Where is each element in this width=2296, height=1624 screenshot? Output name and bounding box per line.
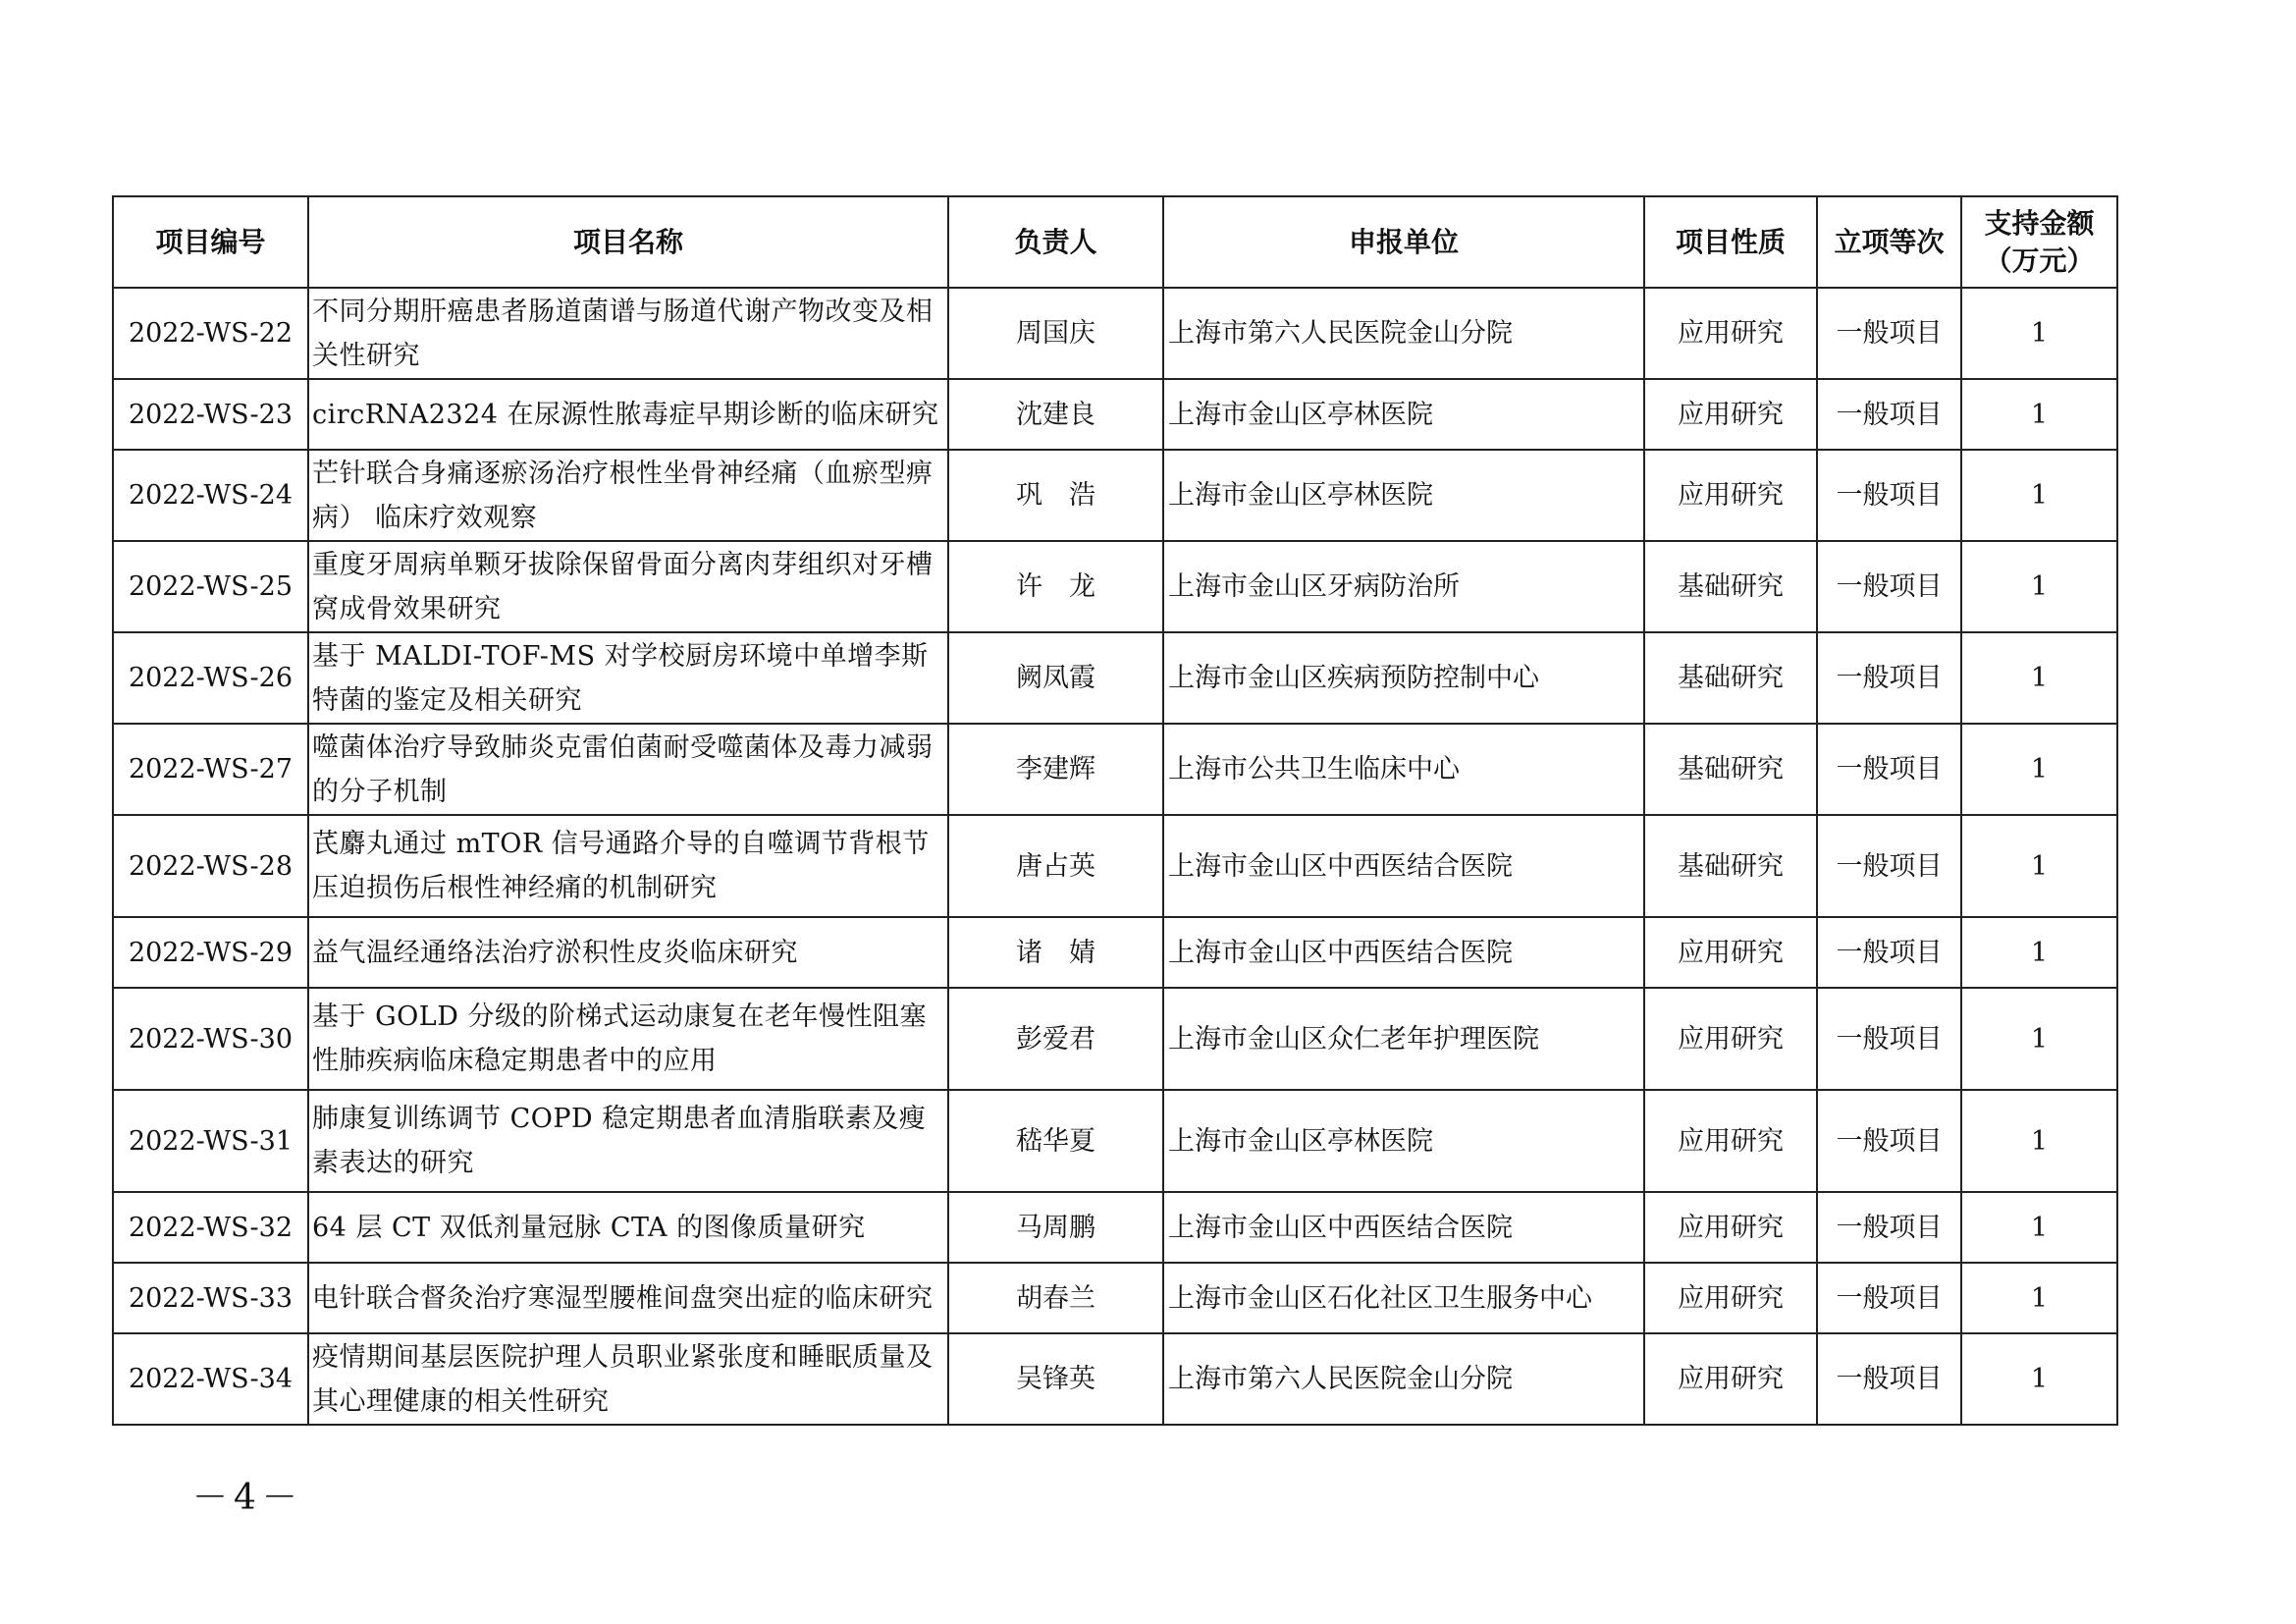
cell-amount: 1 [1961, 917, 2117, 988]
cell-grade: 一般项目 [1817, 724, 1961, 815]
cell-amount: 1 [1961, 724, 2117, 815]
table-row [113, 1333, 2117, 1425]
cell-leader: 许 龙 [948, 541, 1163, 632]
table-header-row [113, 196, 2117, 288]
cell-amount: 1 [1961, 1090, 2117, 1192]
table-row [113, 450, 2117, 541]
cell-leader: 沈建良 [948, 379, 1163, 450]
cell-amount: 1 [1961, 379, 2117, 450]
header-grade: 立项等次 [1817, 196, 1961, 288]
cell-unit: 上海市金山区牙病防治所 [1163, 541, 1644, 632]
cell-leader: 吴锋英 [948, 1333, 1163, 1425]
cell-type: 应用研究 [1644, 1333, 1817, 1425]
cell-project-id: 2022-WS-25 [113, 541, 308, 632]
cell-amount: 1 [1961, 1333, 2117, 1425]
cell-project-name: 益气温经通络法治疗淤积性皮炎临床研究 [308, 917, 948, 988]
cell-project-name: circRNA2324 在尿源性脓毒症早期诊断的临床研究 [308, 379, 948, 450]
cell-amount: 1 [1961, 1263, 2117, 1333]
cell-grade: 一般项目 [1817, 1192, 1961, 1263]
cell-project-name: 疫情期间基层医院护理人员职业紧张度和睡眠质量及其心理健康的相关性研究 [308, 1333, 948, 1425]
cell-grade: 一般项目 [1817, 450, 1961, 541]
cell-unit: 上海市第六人民医院金山分院 [1163, 288, 1644, 379]
cell-project-id: 2022-WS-26 [113, 632, 308, 724]
cell-project-id: 2022-WS-27 [113, 724, 308, 815]
cell-project-id: 2022-WS-32 [113, 1192, 308, 1263]
header-project-id: 项目编号 [113, 196, 308, 288]
cell-amount: 1 [1961, 1192, 2117, 1263]
cell-project-id: 2022-WS-29 [113, 917, 308, 988]
header-project-name: 项目名称 [308, 196, 948, 288]
table-row [113, 815, 2117, 917]
cell-project-name: 肺康复训练调节 COPD 稳定期患者血清脂联素及瘦素表达的研究 [308, 1090, 948, 1192]
cell-unit: 上海市金山区中西医结合医院 [1163, 1192, 1644, 1263]
cell-project-name: 重度牙周病单颗牙拔除保留骨面分离肉芽组织对牙槽窝成骨效果研究 [308, 541, 948, 632]
cell-type: 应用研究 [1644, 1090, 1817, 1192]
cell-project-name: 芒针联合身痛逐瘀汤治疗根性坐骨神经痛（血瘀型痹病） 临床疗效观察 [308, 450, 948, 541]
cell-amount: 1 [1961, 988, 2117, 1090]
cell-type: 基础研究 [1644, 724, 1817, 815]
table-row [113, 724, 2117, 815]
cell-unit: 上海市第六人民医院金山分院 [1163, 1333, 1644, 1425]
cell-project-id: 2022-WS-30 [113, 988, 308, 1090]
header-amount: 支持金额 （万元） [1961, 196, 2117, 288]
cell-grade: 一般项目 [1817, 632, 1961, 724]
table-row [113, 632, 2117, 724]
cell-project-name: 不同分期肝癌患者肠道菌谱与肠道代谢产物改变及相关性研究 [308, 288, 948, 379]
cell-project-id: 2022-WS-24 [113, 450, 308, 541]
cell-project-id: 2022-WS-22 [113, 288, 308, 379]
cell-unit: 上海市金山区亭林医院 [1163, 1090, 1644, 1192]
cell-project-id: 2022-WS-33 [113, 1263, 308, 1333]
cell-type: 应用研究 [1644, 1192, 1817, 1263]
cell-grade: 一般项目 [1817, 917, 1961, 988]
project-table [112, 195, 2118, 1426]
cell-type: 应用研究 [1644, 988, 1817, 1090]
header-leader: 负责人 [948, 196, 1163, 288]
page-number: －4－ [192, 1478, 303, 1518]
cell-grade: 一般项目 [1817, 1333, 1961, 1425]
cell-unit: 上海市金山区亭林医院 [1163, 379, 1644, 450]
cell-leader: 嵇华夏 [948, 1090, 1163, 1192]
cell-type: 基础研究 [1644, 815, 1817, 917]
cell-type: 应用研究 [1644, 917, 1817, 988]
cell-amount: 1 [1961, 541, 2117, 632]
table-row [113, 288, 2117, 379]
cell-project-name: 64 层 CT 双低剂量冠脉 CTA 的图像质量研究 [308, 1192, 948, 1263]
cell-type: 应用研究 [1644, 1263, 1817, 1333]
cell-project-id: 2022-WS-28 [113, 815, 308, 917]
cell-type: 基础研究 [1644, 541, 1817, 632]
cell-type: 应用研究 [1644, 379, 1817, 450]
cell-unit: 上海市金山区中西医结合医院 [1163, 815, 1644, 917]
cell-unit: 上海市金山区疾病预防控制中心 [1163, 632, 1644, 724]
cell-project-name: 芪麝丸通过 mTOR 信号通路介导的自噬调节背根节压迫损伤后根性神经痛的机制研究 [308, 815, 948, 917]
cell-leader: 胡春兰 [948, 1263, 1163, 1333]
cell-grade: 一般项目 [1817, 288, 1961, 379]
cell-leader: 周国庆 [948, 288, 1163, 379]
cell-type: 应用研究 [1644, 450, 1817, 541]
cell-project-name: 噬菌体治疗导致肺炎克雷伯菌耐受噬菌体及毒力减弱的分子机制 [308, 724, 948, 815]
cell-project-name: 电针联合督灸治疗寒湿型腰椎间盘突出症的临床研究 [308, 1263, 948, 1333]
header-unit: 申报单位 [1163, 196, 1644, 288]
table-row [113, 379, 2117, 450]
cell-grade: 一般项目 [1817, 815, 1961, 917]
cell-unit: 上海市金山区中西医结合医院 [1163, 917, 1644, 988]
cell-leader: 李建辉 [948, 724, 1163, 815]
cell-unit: 上海市金山区石化社区卫生服务中心 [1163, 1263, 1644, 1333]
cell-project-name: 基于 MALDI-TOF-MS 对学校厨房环境中单增李斯特菌的鉴定及相关研究 [308, 632, 948, 724]
cell-grade: 一般项目 [1817, 1263, 1961, 1333]
cell-grade: 一般项目 [1817, 1090, 1961, 1192]
cell-grade: 一般项目 [1817, 988, 1961, 1090]
table-row [113, 541, 2117, 632]
cell-unit: 上海市金山区亭林医院 [1163, 450, 1644, 541]
table-row [113, 988, 2117, 1090]
cell-project-id: 2022-WS-34 [113, 1333, 308, 1425]
cell-project-id: 2022-WS-31 [113, 1090, 308, 1192]
cell-leader: 诸 婧 [948, 917, 1163, 988]
cell-type: 应用研究 [1644, 288, 1817, 379]
cell-grade: 一般项目 [1817, 379, 1961, 450]
cell-leader: 马周鹏 [948, 1192, 1163, 1263]
cell-unit: 上海市公共卫生临床中心 [1163, 724, 1644, 815]
cell-unit: 上海市金山区众仁老年护理医院 [1163, 988, 1644, 1090]
cell-amount: 1 [1961, 632, 2117, 724]
cell-project-id: 2022-WS-23 [113, 379, 308, 450]
cell-grade: 一般项目 [1817, 541, 1961, 632]
table-row [113, 1090, 2117, 1192]
table-body [113, 288, 2117, 1425]
cell-leader: 巩 浩 [948, 450, 1163, 541]
cell-leader: 阙凤霞 [948, 632, 1163, 724]
cell-leader: 唐占英 [948, 815, 1163, 917]
cell-amount: 1 [1961, 815, 2117, 917]
table-row [113, 1192, 2117, 1263]
table-row [113, 917, 2117, 988]
cell-amount: 1 [1961, 288, 2117, 379]
cell-amount: 1 [1961, 450, 2117, 541]
header-type: 项目性质 [1644, 196, 1817, 288]
cell-project-name: 基于 GOLD 分级的阶梯式运动康复在老年慢性阻塞性肺疾病临床稳定期患者中的应用 [308, 988, 948, 1090]
cell-leader: 彭爱君 [948, 988, 1163, 1090]
table-row [113, 1263, 2117, 1333]
cell-type: 基础研究 [1644, 632, 1817, 724]
